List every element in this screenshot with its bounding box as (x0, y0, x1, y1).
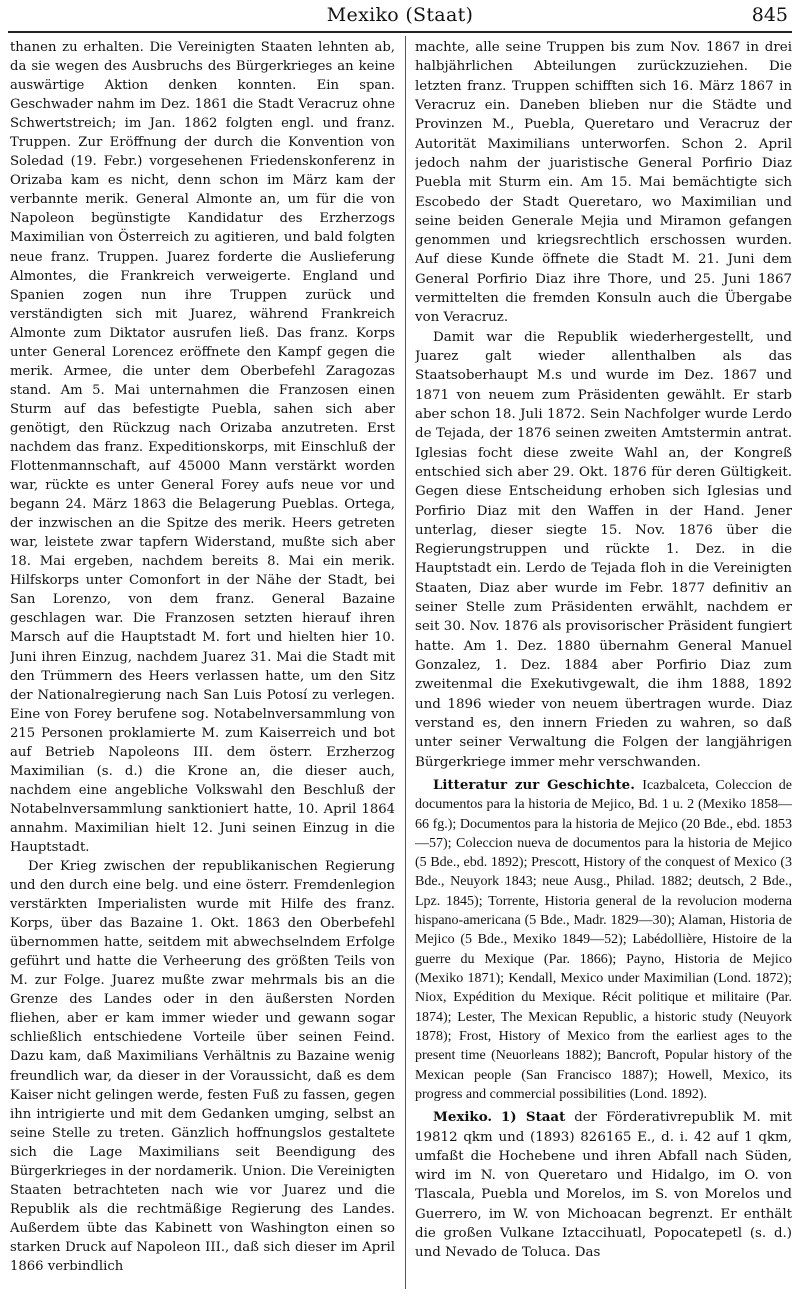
entry-body: der Förderativrepublik M. mit 19812 qkm und (1893) 826165 E., d. i. 42 auf 1 qkm, umfaßt die Hochebene und ihren Abfall nach Süden, wird im N. von Queretaro und Hidalgo, im O. von Tlascala, Puebla und Morelos, im S. von Morelos und Guerrero, im W. von Michoacan begrenzt. Er enthält die großen Vulkane Iztaccihuatl, Popocatepetl (s. d.) und Nevado de Toluca. Das (415, 1110, 792, 1261)
literature-section (415, 776, 792, 1104)
literature-heading: Litteratur zur Geschichte. (433, 776, 635, 793)
literature-list: Icazbalceta, Coleccion de documentos para la historia de Mejico, Bd. 1 u. 2 (Mexiko 1858—66 fg.); Documentos para la historia de Mejico (20 Bde., ebd. 1853—57); Coleccion nueva de documentos para la historia de Mejico (5 Bde., ebd. 1892); Prescott, History of the conquest of Mexico (3 Bde., Neuyork 1843; neue Ausg., Philad. 1882; deutsch, 2 Bde., Lpz. 1845); Torrente, Historia general de la revolucion moderna hispano-americana (5 Bde., Madr. 1829—30); Alaman, Historia de Mejico (5 Bde., Mexiko 1849—52); Labédollière, Histoire de la guerre du Mexique (Par. 1866); Payno, Historia de Mejico (Mexiko 1871); Kendall, Mexico under Maximilian (Lond. 1872); Niox, Expédition du Mexique. Récit politique et militaire (Par. 1874); Lester, The Mexican Republic, a historic study (Neuyork 1878); Frost, History of Mexico from the earliest ages to the present time (Neuorleans 1882); Bancroft, Popular history of the Mexican people (San Francisco 1887); Howell, Mexico, its progress and commercial possibilities (Lond. 1892). (415, 777, 792, 1102)
entry-headword: Mexiko. (433, 1109, 493, 1126)
right-paragraph-1: machte, alle seine Truppen bis zum Nov. 1867 in drei halbjährlichen Abteilungen zurückzuziehen. Die letzten franz. Truppen schifften sich 16. März 1867 in Veracruz ein. Daneben blieben nur die Städte und Provinzen M., Puebla, Queretaro und Veracruz der Autorität Maximilians unterworfen. Schon 2. April jedoch nahm der juaristische General Porfirio Diaz Puebla mit Sturm ein. Am 15. Mai bemächtigte sich Escobedo der Stadt Queretaro, wo Maximilian und seine beiden Generale Mejia und Miramon gefangen genommen und kriegsrechtlich erschossen wurden. Auf diese Kunde öffnete die Stadt M. 21. Juni dem General Porfirio Diaz ihre Thore, und 25. Juni 1867 vermittelten die fremden Konsuln auch die Übergabe von Veracruz. (415, 40, 792, 326)
running-title: Mexiko (Staat) (326, 4, 474, 26)
right-column (415, 38, 792, 1298)
left-paragraph-1: thanen zu erhalten. Die Vereinigten Staaten lehnten ab, da sie wegen des Ausbruchs des Bürgerkrieges an keine auswärtige Aktion denken konnten. Ein span. Geschwader nahm im Dez. 1861 die Stadt Veracruz ohne Schwertstreich; im Jan. 1862 folgten engl. und franz. Truppen. Zur Eröffnung der durch die Konvention von Soledad (19. Febr.) vorgesehenen Friedenskonferenz in Orizaba kam es nicht, denn schon im März kam der verbannte merik. General Almonte an, um für die von Napoleon begünstigte Kandidatur des Erzherzogs Maximilian von Österreich zu agitieren, und bald folgten neue franz. Truppen. Juarez forderte die Auslieferung Almontes, die Frankreich verweigerte. England und Spanien zogen nun ihre Truppen zurück und verständigten sich mit Juarez, während Frankreich Almonte zum Diktator ausrufen ließ. Das franz. Korps unter General Lorencez eröffnete den Kampf gegen die merik. Armee, die unter dem Oberbefehl Zaragozas stand. Am 5. Mai unternahmen die Franzosen einen Sturm auf das befestigte Puebla, sahen sich aber genötigt, den Rückzug nach Orizaba anzutreten. Erst nachdem das franz. Expeditionskorps, mit Einschluß der Flottenmannschaft, auf 45000 Mann verstärkt worden war, rückte es unter General Forey aufs neue vor und begann 24. März 1863 die Belagerung Pueblas. Ortega, der inzwischen an die Spitze des merik. Heers getreten war, leistete zwar tapfern Widerstand, mußte sich aber 18. Mai ergeben, nachdem bereits 8. Mai ein merik. Hilfskorps unter Comonfort in der Nähe der Stadt, bei San Lorenzo, von dem franz. General Bazaine geschlagen war. Die Franzosen setzten hierauf ihren Marsch auf die Hauptstadt M. fort und hielten hier 10. Juni ihren Einzug, nachdem Juarez 31. Mai die Stadt mit den Trümmern des Heers verlassen hatte, um den Sitz der Nationalregierung nach San Luis Potosí zu verlegen. Eine von Forey berufene sog. Notabelnversammlung von 215 Personen proklamierte M. zum Kaiserreich und bot auf Betrieb Napoleons III. dem österr. Erzherzog Maximilian (s. d.) die Krone an, die dieser auch, nachdem eine angebliche Volkswahl den Beschluß der Notabelnversammlung sanktioniert hatte, 10. April 1864 annahm. Maximilian hielt 12. Juni seinen Einzug in die Hauptstadt. (10, 40, 395, 855)
entry-subheading: 1) Staat (500, 1109, 566, 1126)
column-divider (405, 36, 406, 1289)
left-column (10, 38, 395, 1298)
page-number: 845 (751, 4, 788, 26)
entry-mexiko-state (415, 1108, 792, 1263)
left-paragraph-2: Der Krieg zwischen der republikanischen Regierung und den durch eine belg. und eine österr. Fremdenlegion verstärkten Imperialisten wurde mit Hilfe des franz. Korps, über das Bazaine 1. Okt. 1863 den Oberbefehl übernommen hatte, seitdem mit abwechselndem Erfolge geführt und hatte die Verheerung des größten Teils von M. zur Folge. Juarez mußte zwar mehrmals bis an die Grenze des Landes oder in den äußersten Norden fliehen, aber er kam immer wieder und gewann sogar schließlich entschiedene Vorteile über seinen Feind. Dazu kam, daß Maximilians Verhältnis zu Bazaine wenig freundlich war, da dieser in der Voraussicht, daß es dem Kaiser nicht gelingen werde, festen Fuß zu fassen, gegen ihn intrigierte und mit dem Gedanken umging, selbst an seine Stelle zu treten. Gänzlich hoffnungslos gestaltete sich die Lage Maximilians seit Beendigung des Bürgerkrieges in der nordamerik. Union. Die Vereinigten Staaten betrachteten nach wie vor Juarez und die Republik als die rechtmäßige Regierung des Landes. Außerdem übte das Kabinett von Washington einen so starken Druck auf Napoleon III., daß sich dieser im April 1866 verbindlich (10, 859, 395, 1274)
page-header (0, 0, 800, 34)
right-paragraph-2: Damit war die Republik wiederhergestellt, und Juarez galt wieder allenthalben als das Staatsoberhaupt M.s und wurde im Dez. 1867 und 1871 von neuem zum Präsidenten gewählt. Er starb aber schon 18. Juli 1872. Sein Nachfolger wurde Lerdo de Tejada, der 1876 seinen zweiten Amtstermin antrat. Iglesias focht diese zweite Wahl an, der Kongreß entschied sich aber 29. Okt. 1876 für deren Gültigkeit. Gegen diese Entscheidung erhoben sich Iglesias und Porfirio Diaz mit den Waffen in der Hand. Jener unterlag, dieser siegte 15. Nov. 1876 über die Regierungstruppen und rückte 1. Dez. in die Hauptstadt ein. Lerdo de Tejada floh in die Vereinigten Staaten, Diaz aber wurde im Febr. 1877 definitiv an seiner Stelle zum Präsidenten erwählt, nachdem er seit 30. Nov. 1876 als provisorischer Präsident fungiert hatte. Am 1. Dez. 1880 übernahm General Manuel Gonzalez, 1. Dez. 1884 aber Porfirio Diaz zum zweitenmal die Exekutivgewalt, die ihm 1888, 1892 und 1896 wieder von neuem übertragen wurde. Diaz verstand es, den innern Frieden zu wahren, so daß unter seiner Verwaltung die Folgen der langjährigen Bürgerkriege immer mehr verschwanden. (415, 329, 792, 770)
header-rule (8, 31, 792, 33)
